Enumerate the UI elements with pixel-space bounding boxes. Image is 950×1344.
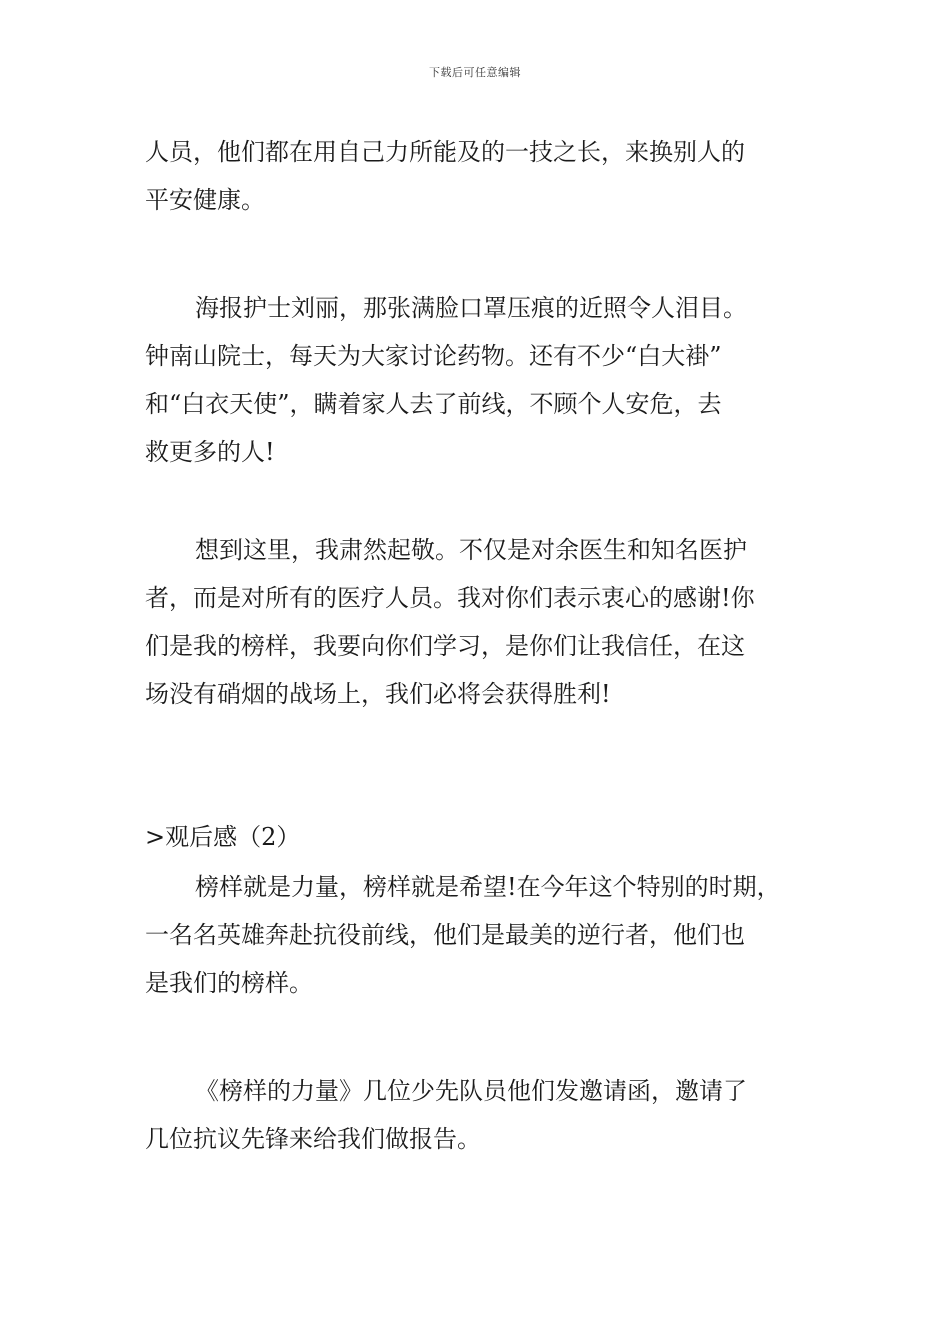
text-line: 钟南山院士，每天为大家讨论药物。还有不少“白大褂” xyxy=(145,342,722,370)
paragraph-4 xyxy=(145,863,835,1007)
page-header: 下载后可任意编辑 xyxy=(429,66,521,79)
text-line: 几位抗议先锋来给我们做报告。 xyxy=(145,1125,481,1153)
paragraph-2 xyxy=(145,284,835,476)
text-line: 海报护士刘丽，那张满脸口罩压痕的近照令人泪目。 xyxy=(195,294,747,322)
heading-line: >观后感（2） xyxy=(145,823,301,851)
text-line: 和“白衣天使”，瞒着家人去了前线，不顾个人安危，去 xyxy=(145,390,722,418)
text-line: 是我们的榜样。 xyxy=(145,969,313,997)
text-line: 《榜样的力量》几位少先队员他们发邀请函，邀请了 xyxy=(195,1077,747,1105)
text-line: 者，而是对所有的医疗人员。我对你们表示衷心的感谢!你 xyxy=(145,584,755,612)
section-heading xyxy=(145,813,835,861)
text-line: 场没有硝烟的战场上，我们必将会获得胜利! xyxy=(145,680,611,708)
text-line: 救更多的人! xyxy=(145,438,275,466)
text-line: 平安健康。 xyxy=(145,186,265,214)
text-line: 们是我的榜样，我要向你们学习，是你们让我信任，在这 xyxy=(145,632,745,660)
text-line: 人员，他们都在用自己力所能及的一技之长，来换别人的 xyxy=(145,138,745,166)
text-line: 榜样就是力量，榜样就是希望!在今年这个特别的时期， xyxy=(195,873,781,901)
paragraph-5 xyxy=(145,1067,835,1163)
paragraph-3 xyxy=(145,526,835,718)
text-line: 一名名英雄奔赴抗役前线，他们是最美的逆行者，他们也 xyxy=(145,921,745,949)
paragraph-1 xyxy=(145,128,835,224)
document-body xyxy=(145,128,835,1163)
text-line: 想到这里，我肃然起敬。不仅是对余医生和知名医护 xyxy=(195,536,747,564)
